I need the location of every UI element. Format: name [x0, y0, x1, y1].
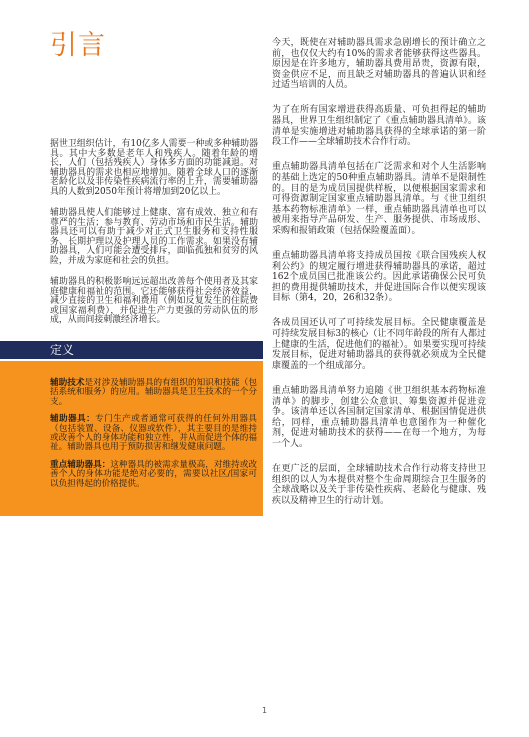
intro-paragraph-5: 为了在所有国家增进获得高质量、可负担得起的辅助器具，世界卫生组织制定了《重点辅助器具清单》。该清单是实施增进对辅助器具获得的全球承诺的第一阶段工作——全球辅助技术合作行动。 — [272, 105, 486, 148]
definition-term: 辅助技术 — [50, 378, 85, 388]
definitions-heading: 定义 — [50, 343, 75, 357]
intro-paragraph-3: 辅助器具的积极影响远远超出改善每个使用者及其家庭健康和福祉的范围。它还能够获得社会经济效益，减少直接的卫生和福利费用（例如反复发生的住院费或国家福利费），并促进生产力更强的劳动队伍的形成，从而间接刺激经济增长。 — [50, 277, 258, 325]
definition-item-assistive-technology — [50, 379, 257, 407]
definitions-header-band — [0, 341, 263, 359]
intro-paragraph-10: 在更广泛的层面，全球辅助技术合作行动将支持世卫组织的以人为本提供对整个生命周期综合卫生服务的全球战略以及关于非传染性疾病、老龄化与健康、残疾以及精神卫生的行动计划。 — [272, 464, 486, 506]
intro-paragraph-9: 重点辅助器具清单努力追随《世卫组织基本药物标准清单》的脚步，创建公众意识、筹集资源并促进竞争。该清单还以各国制定国家清单、根据国情促进供给，同样，重点辅助器具清单也意图作为一种催化剂，促进对辅助技术的获得——在每一个地方，为每一个人。 — [272, 385, 486, 449]
definitions-box — [0, 361, 263, 516]
intro-left-column — [50, 140, 258, 338]
intro-paragraph-4: 今天，既使在对辅助器具需求急剧增长的预计确立之前，也仅仅大约有10%的需求者能够获得这些器具。原因是在许多地方，辅助器具费用昂贵，资源有限，资金供应不足，而且缺乏对辅助器具的普遍认识和经过适当培训的人员。 — [272, 38, 486, 91]
intro-paragraph-6: 重点辅助器具清单包括在广泛需求和对个人生活影响的基础上选定的50种重点辅助器具。清单不是限制性的。目的是为成员国提供样板，以便根据国家需求和可得资源制定国家重点辅助器具清单。与《世卫组织基本药物标准清单》一样，重点辅助器具清单也可以被用来指导产品研发、生产、服务提供、市场成形、采购和报销政策（包括保险覆盖面）。 — [272, 162, 486, 236]
definition-text: 专门生产或者通常可获得的任何外用器具（包括装置、设备、仪器或软件），其主要目的是维持或改善个人的身体功能和独立性，并从而促进个体的福祉。辅助器具也用于预防损害和继发健康问题。 — [50, 414, 257, 453]
intro-paragraph-1: 据世卫组织估计，有10亿多人需要一种或多种辅助器具。其中大多数是老年人和残疾人。随着年龄的增长，人们（包括残疾人）身体多方面的功能减退。对辅助器具的需求也相应地增加。随着全球人口的逐渐老龄化以及非传染性疾病流行率的上升，需要辅助器具的人数到2050年预计将增加到20亿以上。 — [50, 139, 258, 197]
definition-term: 重点辅助器具： — [50, 459, 111, 470]
intro-paragraph-8: 各成员国还认可了可持续发展目标。全民健康覆盖是可持续发展目标3的核心（让不同年龄段的所有人都过上健康的生活，促进他们的福祉）。如果要实现可持续发展目标，促进对辅助器具的获得就必须成为全民健康覆盖的一个组成部分。 — [272, 318, 486, 371]
page-number: 1 — [261, 706, 268, 715]
intro-right-column — [272, 38, 486, 521]
definitions-list — [50, 379, 257, 497]
page-title: 引言 — [50, 30, 106, 61]
definition-text: 这种器具的被需求量极高，对维持或改善个人的身体功能是绝对必要的，需要以社区/国家可以负担得起的价格提供。 — [50, 459, 257, 489]
definition-item-priority-assistive-products — [50, 461, 257, 489]
definition-term: 辅助器具： — [50, 414, 96, 425]
intro-paragraph-7: 重点辅助器具清单将支持成员国按《联合国残疾人权利公约》的规定履行增进获得辅助器具的承诺，超过162个成员国已批准该公约。因此承诺确保公民可负担的费用提供辅助技术，并促进国际合作以便实现该目标（第4，20，26和32条）。 — [272, 251, 486, 304]
definition-item-assistive-products — [50, 415, 257, 453]
definition-text: 是对涉及辅助器具的有组织的知识和技能（包括系统和服务）的应用。辅助器具是卫生技术的一个分支。 — [50, 378, 257, 407]
intro-paragraph-2: 辅助器具使人们能够过上健康、富有成效、独立和有尊严的生活；参与教育、劳动市场和市民生活。辅助器具还可以有助于减少对正式卫生服务和支持性服务、长期护理以及护理人员的工作需求。如果没有辅助器具，人们可能会遭受排斥，面临孤独和贫穷的风险，并成为家庭和社会的负担。 — [50, 208, 258, 266]
